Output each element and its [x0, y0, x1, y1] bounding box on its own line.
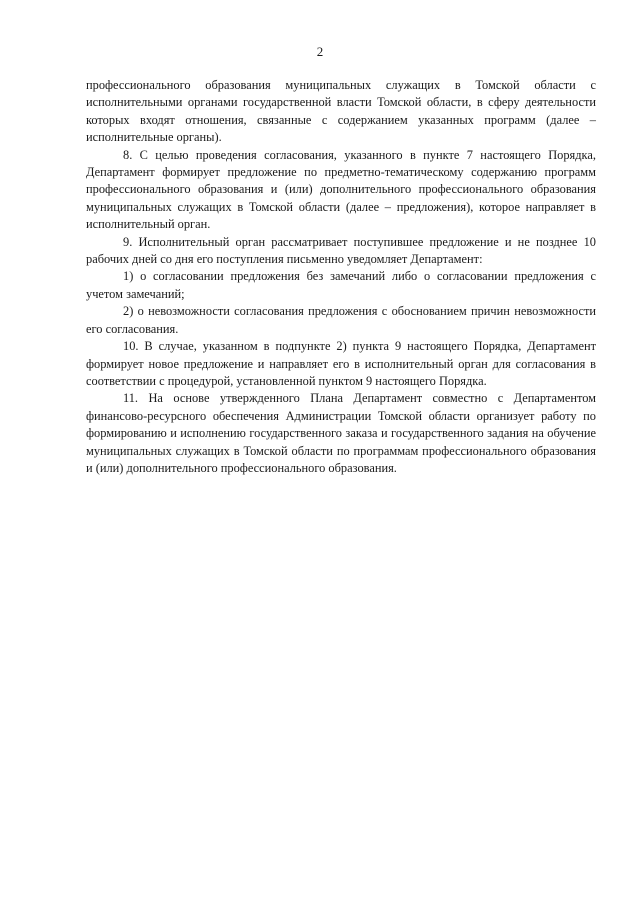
paragraph-item-10: 10. В случае, указанном в подпункте 2) пункта 9 настоящего Порядка, Департамент формирует новое предложение и направляет его в исполнительный орган для согласования в соответствии с процедурой, установленной пунктом 9 настоящего Порядка.: [86, 339, 596, 388]
paragraph-subitem-2: 2) о невозможности согласования предложения с обоснованием причин невозможности его согласования.: [86, 304, 596, 336]
paragraph-continuation: профессионального образования муниципальных служащих в Томской области с исполнительными органами государственной власти Томской области, в сферу деятельности которых входят отношения, связанные с содержанием указанных программ (далее – исполнительные органы).: [86, 78, 596, 145]
paragraph-item-8: 8. С целью проведения согласования, указанного в пункте 7 настоящего Порядка, Департамент формирует предложение по предметно-тематическому содержанию программ профессионального образования и (или) дополнительного профессионального образования муниципальных служащих в Томской области (далее – предложения), которое направляет в исполнительный орган.: [86, 147, 596, 232]
paragraph-subitem-1: 1) о согласовании предложения без замечаний либо о согласовании предложения с учетом замечаний;: [86, 269, 596, 301]
paragraph-item-11: 11. На основе утвержденного Плана Департамент совместно с Департаментом финансово-ресурсного обеспечения Администрации Томской области организует работу по формированию и исполнению государственного заказа и государственного задания на обучение муниципальных служащих в Томской области по программам профессионального образования и (или) дополнительного профессионального образования.: [86, 391, 596, 475]
paragraph-item-9: 9. Исполнительный орган рассматривает поступившее предложение и не позднее 10 рабочих дней со дня его поступления письменно уведомляет Департамент:: [86, 234, 596, 267]
document-body: [86, 77, 596, 477]
page-number: 2: [316, 44, 324, 59]
